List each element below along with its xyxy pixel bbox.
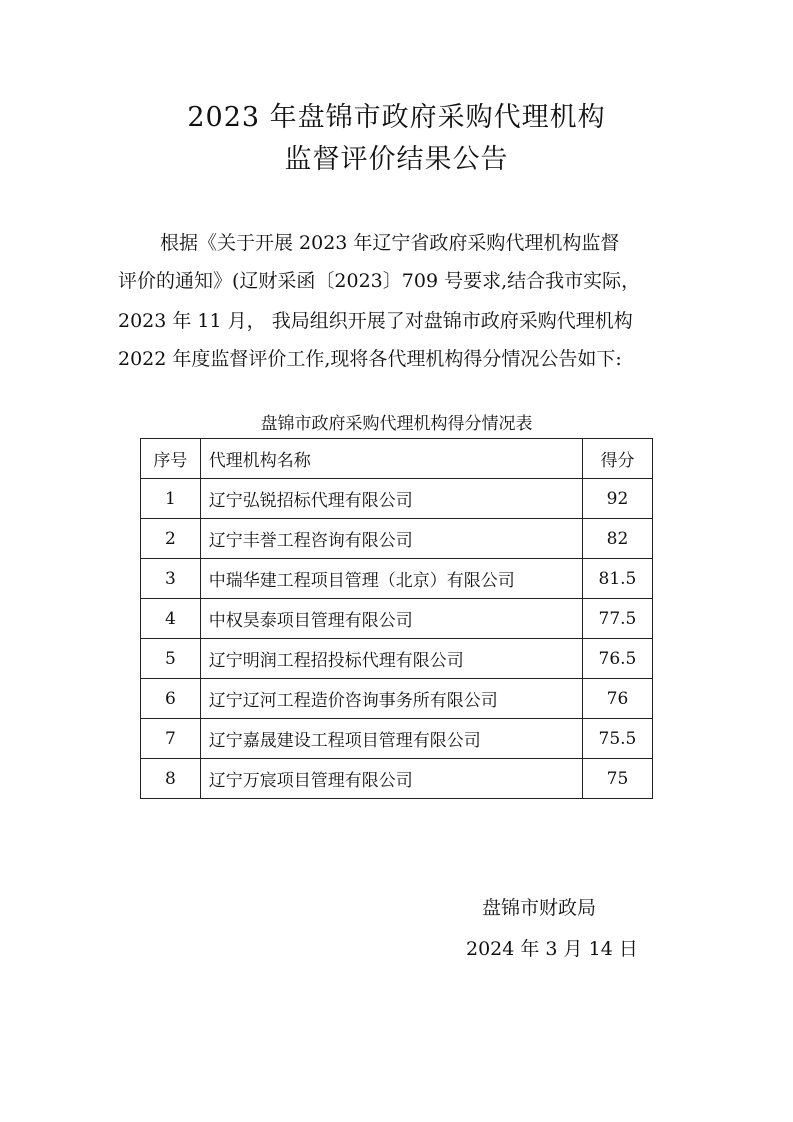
document-title-line-1: 2023 年盘锦市政府采购代理机构 <box>187 102 606 133</box>
intro-line-2: 评价的通知》(辽财采函〔2023〕709 号要求,结合我市实际， <box>118 270 641 292</box>
row-name: 辽宁弘锐招标代理有限公司 <box>200 479 582 519</box>
row-score: 92 <box>582 479 652 519</box>
row-score: 76.5 <box>582 639 652 679</box>
row-no: 8 <box>141 759 201 799</box>
row-score: 81.5 <box>582 559 652 599</box>
document-title-line-2: 监督评价结果公告 <box>284 144 509 175</box>
header-no: 序号 <box>141 439 201 479</box>
table-header-row <box>141 439 653 479</box>
row-no: 6 <box>141 679 201 719</box>
row-name: 辽宁明润工程招投标代理有限公司 <box>200 639 582 679</box>
row-score: 75 <box>582 759 652 799</box>
intro-line-3: 2023 年 11 月， 我局组织开展了对盘锦市政府采购代理机构 <box>118 310 633 332</box>
table-row <box>141 559 653 599</box>
signature-org: 盘锦市财政局 <box>482 897 597 919</box>
row-score: 76 <box>582 679 652 719</box>
row-score: 82 <box>582 519 652 559</box>
row-no: 2 <box>141 519 201 559</box>
table-row <box>141 759 653 799</box>
table-row <box>141 519 653 559</box>
row-name: 辽宁嘉晟建设工程项目管理有限公司 <box>200 719 582 759</box>
row-name: 中权昊泰项目管理有限公司 <box>200 599 582 639</box>
table-row <box>141 599 653 639</box>
row-no: 4 <box>141 599 201 639</box>
row-name: 中瑞华建工程项目管理（北京）有限公司 <box>200 559 582 599</box>
signature-date: 2024 年 3 月 14 日 <box>466 938 638 960</box>
table-row <box>141 479 653 519</box>
table-caption: 盘锦市政府采购代理机构得分情况表 <box>260 414 533 434</box>
table-row <box>141 639 653 679</box>
header-name: 代理机构名称 <box>200 439 582 479</box>
row-no: 5 <box>141 639 201 679</box>
row-no: 7 <box>141 719 201 759</box>
row-no: 3 <box>141 559 201 599</box>
table-row <box>141 719 653 759</box>
intro-line-1: 根据《关于开展 2023 年辽宁省政府采购代理机构监督 <box>160 232 620 254</box>
row-score: 77.5 <box>582 599 652 639</box>
row-name: 辽宁丰誉工程咨询有限公司 <box>200 519 582 559</box>
header-score: 得分 <box>582 439 652 479</box>
row-name: 辽宁辽河工程造价咨询事务所有限公司 <box>200 679 582 719</box>
scores-table <box>140 438 653 799</box>
row-name: 辽宁万宸项目管理有限公司 <box>200 759 582 799</box>
intro-line-4: 2022 年度监督评价工作,现将各代理机构得分情况公告如下: <box>118 348 622 370</box>
row-no: 1 <box>141 479 201 519</box>
table-row <box>141 679 653 719</box>
row-score: 75.5 <box>582 719 652 759</box>
